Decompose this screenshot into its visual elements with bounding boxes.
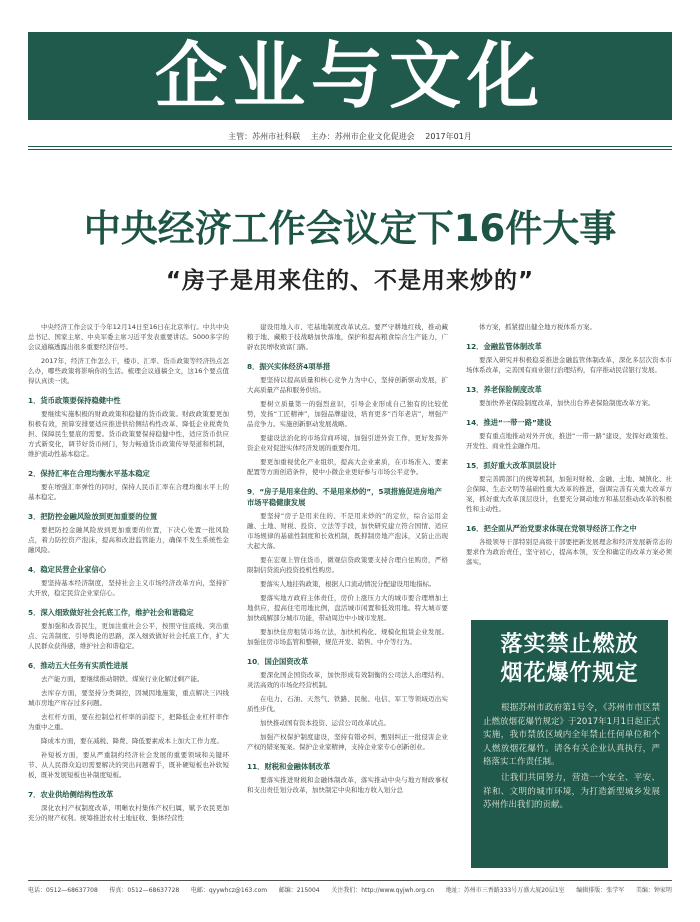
sponsor-text: 主管：苏州市社科联 xyxy=(228,132,301,141)
section-paragraph: 各级领导干部特别是高级干部要把新发展理念和经济发展新常态的要求作为政治责任，坚守初心，提高本领，安全和确定的改革方案必须落实。 xyxy=(466,538,672,566)
article-column-2 xyxy=(247,322,448,880)
notice-title xyxy=(471,630,668,688)
section-paragraph: 要继续实施积极的财政政策和稳健的货币政策。财政政策要更加积极有效，预算安排要适应推进供给侧结构性改革、降低企业税费负担、保障民生要底的需要。货币政策要保持稳健中性，适应货币供应方式新变化，调节好货币闸门，努力畅通货币政策传导渠道和机制，维护流动性基本稳定。 xyxy=(28,410,229,458)
section-heading: 6．推动五大任务有实质性进展 xyxy=(28,661,128,670)
masthead-subline xyxy=(28,131,672,142)
section-heading: 10．国企国资改革 xyxy=(247,657,309,666)
section-paragraph: 要落实推进财税和金融体制改革，落实推动中央与地方财政事权和支出责任划分改革，加快制定中央和地方收入划分总 xyxy=(247,776,448,794)
section-paragraph: 体方案，抓紧提出健全地方税体系方案。 xyxy=(479,323,596,331)
intro-paragraph: 中央经济工作会议于今年12月14日至16日在北京举行。中共中央总书记、国家主席、中央军委主席习近平发表重要讲话。5000多字的会议通稿透露出很多重要经济信号。 xyxy=(28,323,229,351)
section-heading: 1．货币政策要保持稳健中性 xyxy=(28,396,121,405)
section-paragraph: 要把防控金融风险放到更加重要的位置，下决心处置一批风险点，着力防控资产泡沫，提高和改进监管能力，确保不发生系统性金融风险。 xyxy=(28,526,229,554)
section-paragraph: 去杠杆方面，要在控制总杠杆率的前提下，把降低企业杠杆率作为重中之重。 xyxy=(28,713,229,731)
section-heading: 16．把全面从严治党要求体现在党领导经济工作之中 xyxy=(466,524,637,533)
section-paragraph: 在电力、石油、天然气、铁路、民航、电信、军工等领域迈出实质性步伐。 xyxy=(247,695,448,713)
section-paragraph: 深化农村产权制度改革，明晰农村集体产权归属，赋予农民更加充分的财产权利。统筹推进农村土地征收、集体经营性 xyxy=(28,804,229,822)
footer-website: 关注我们：http://www.qyjwh.org.cn xyxy=(331,887,435,894)
section-paragraph: 要加强和改善民生，更加注重社会公平，按照守住底线、突出重点、完善制度、引导舆论的思路，深入细致做好社会托底工作，扩大人民群众获得感，维护社会和谐稳定。 xyxy=(28,622,229,650)
section-heading: 15．抓好重大改革顶层设计 xyxy=(466,461,557,470)
article-column-1 xyxy=(28,322,229,880)
section-heading: 7．农业供给侧结构性改革 xyxy=(28,790,114,799)
section-heading: 2．保持汇率在合理均衡水平基本稳定 xyxy=(28,469,150,478)
section-heading: 8．振兴实体经济4项举措 xyxy=(247,362,331,371)
intro-paragraph: 2017年，经济工作怎么干，楼市、汇率、货币政策等经济热点怎么办，哪些政策将影响你的生活。梳理会议通稿全文，这16个要点值得认真读一读。 xyxy=(28,357,229,385)
section-paragraph: 要落实人地挂钩政策，根据人口流动情况分配建设用地指标。 xyxy=(260,580,436,588)
masthead xyxy=(28,32,672,120)
footer-address: 地址：苏州市三香路333号万盛大厦20层1室 xyxy=(445,887,565,894)
divider-top xyxy=(28,146,672,147)
section-paragraph: 加强产权保护制度建设，坚持有错必纠，甄别纠正一批侵害企业产权的错案冤案。保护企业家精神，支持企业家专心创新创业。 xyxy=(247,733,448,751)
organizer-text: 主办：苏州市企业文化促进会 xyxy=(310,132,415,141)
section-paragraph: 要在增强汇率弹性的同时，保持人民币汇率在合理均衡水平上的基本稳定。 xyxy=(28,483,229,501)
issue-date: 2017年01月 xyxy=(425,132,472,141)
article-column-3 xyxy=(466,322,672,614)
footer-fax: 传真：0512—68637728 xyxy=(109,887,180,894)
section-heading: 5．深入细致做好社会托底工作，维护社会和谐稳定 xyxy=(28,608,194,617)
section-paragraph: 要树立质量第一的强烈意识，引导企业形成自己独有的比较优势，发扬“工匠精神”，加强品牌建设，培育更多“百年老店”，增强产品竞争力。实施创新驱动发展战略。 xyxy=(247,400,448,428)
section-paragraph: 要深入研究并积极稳妥推进金融监管体制改革，深化多层次资本市场体系改革，完善国有商业银行治理结构，有序推动民营银行发展。 xyxy=(466,356,672,374)
section-paragraph: 要坚持以提高质量和核心竞争力为中心，坚持创新驱动发展，扩大高质量产品和服务供给。 xyxy=(247,376,448,394)
section-paragraph: 要在宏观上管住货币，微观信贷政策要支持合理自住购房，严格限制信贷流向投资投机性购房。 xyxy=(247,556,448,574)
notice-title-line: 烟花爆竹规定 xyxy=(500,661,639,686)
section-paragraph: 要完善跨部门的统筹机制，加强对财税、金融、土地、城镇化、社会保障、生态文明等基础性重大改革的推进，强调完善有关重大改革方案，抓好重大改革顶层设计，也要充分调动地方和基层推动改革的积极性和主动性。 xyxy=(466,475,672,513)
section-heading: 12．金融监管体制改革 xyxy=(466,342,542,351)
section-heading: 3．把防控金融风险放到更加重要的位置 xyxy=(28,512,158,521)
article-headline: 中央经济工作会议定下16件大事 xyxy=(83,207,617,250)
section-paragraph: 加快推动国有资本投资、运营公司改革试点。 xyxy=(260,719,390,727)
notice-title-line: 落实禁止燃放 xyxy=(500,632,639,657)
article-subheadline: “房子是用来住的、不是用来炒的” xyxy=(165,268,535,294)
section-paragraph: 要有重点地推动对外开放，推进“一带一路”建设，发挥好政策性、开发性、商业性金融作用。 xyxy=(466,432,672,450)
section-heading: 9．“房子是用来住的、不是用来炒的”，5项措施促进房地产市场平稳健康发展 xyxy=(247,487,442,507)
section-paragraph: 要落实地方政府主体责任，房价上涨压力大的城市要合理增加土地供应，提高住宅用地比例，盘活城市闲置和低效用地。特大城市要加快疏解部分城市功能，带动周边中小城市发展。 xyxy=(247,594,448,622)
section-heading: 11．财税和金融体制改革 xyxy=(247,762,331,771)
masthead-title: 企业与文化 xyxy=(154,33,545,118)
section-paragraph: 要建设法治化的市场营商环境，加强引进外资工作，更好发挥外资企业对促进实体经济发展的重要作用。 xyxy=(247,434,448,452)
section-paragraph: 去库存方面，要坚持分类调控，因城因地施策，重点解决三四线城市房地产库存过多问题。 xyxy=(28,689,229,707)
divider-top-inner xyxy=(28,149,672,150)
section-paragraph: 要加快养老保险制度改革，加快出台养老保险制度改革方案。 xyxy=(479,399,655,407)
notice-body xyxy=(483,702,660,815)
section-paragraph: 建设用地入市、宅基地制度改革试点。要严守耕地红线，推动藏粮于地、藏粮于技战略加快落地，保护和提高粮食综合生产能力，广辟农民增收致富门路。 xyxy=(247,323,448,351)
section-paragraph: 补短板方面，要从严重制约经济社会发展的重要领域和关键环节、从人民群众迫切需要解决的突出问题着手，既补硬短板也补软短板，既补发展短板也补制度短板。 xyxy=(28,751,229,779)
footer-zip: 邮编：215004 xyxy=(278,887,320,894)
section-heading: 14．推进“一带一路”建设 xyxy=(466,418,552,427)
section-paragraph: 要坚持基本经济制度，坚持社会主义市场经济改革方向，坚持扩大开放，稳定民营企业家信心。 xyxy=(28,579,229,597)
section-paragraph: 要深化国企国资改革，加快形成有效制衡的公司法人治理结构、灵活高效的市场化经营机制。 xyxy=(247,671,448,689)
section-heading: 4．稳定民营企业家信心 xyxy=(28,565,107,574)
footer xyxy=(28,885,672,894)
section-heading: 13．养老保险制度改革 xyxy=(466,385,542,394)
footer-tel: 电话：0512—68637708 xyxy=(28,887,98,894)
section-paragraph: 降成本方面，要在减税、降费、降低要素成本上加大工作力度。 xyxy=(41,737,223,745)
section-paragraph: 要加快住房租赁市场立法，加快机构化、规模化租赁企业发展。加强住房市场监管和整顿，规范开发、销售、中介等行为。 xyxy=(247,628,448,646)
fireworks-notice-box xyxy=(471,620,668,868)
notice-paragraph: 根据苏州市政府第1号令，《苏州市市区禁止燃放烟花爆竹规定》于2017年1月1日起正式实施，我市禁放区域内全年禁止任何单位和个人燃放烟花爆竹。请各有关企业认真执行，严格落实工作责任制。 xyxy=(483,703,660,768)
section-paragraph: 要更加重视优化产业组织，提高大企业素质，在市场准入、要素配置等方面创造条件，使中小微企业更好参与市场公平竞争。 xyxy=(247,458,448,476)
notice-paragraph: 让我们共同努力，营造一个安全、平安、祥和、文明的城市环境，为打造新型城乡发展苏州作出我们的贡献。 xyxy=(483,772,660,811)
footer-designer: 美编：钟家明 xyxy=(635,887,672,894)
section-paragraph: 要坚持“房子是用来住的、不是用来炒的”的定位，综合运用金融、土地、财税、投资、立法等手段，加快研究建立符合国情、适应市场规律的基础性制度和长效机制，既抑制房地产泡沫，又防止出现大起大落。 xyxy=(247,512,448,550)
footer-divider xyxy=(28,880,672,881)
footer-editor: 编辑排版：张学军 xyxy=(576,887,625,894)
section-paragraph: 去产能方面，要继续推动钢铁、煤炭行业化解过剩产能。 xyxy=(41,675,204,683)
footer-email: 电邮：qyywhcz@163.com xyxy=(190,887,268,894)
